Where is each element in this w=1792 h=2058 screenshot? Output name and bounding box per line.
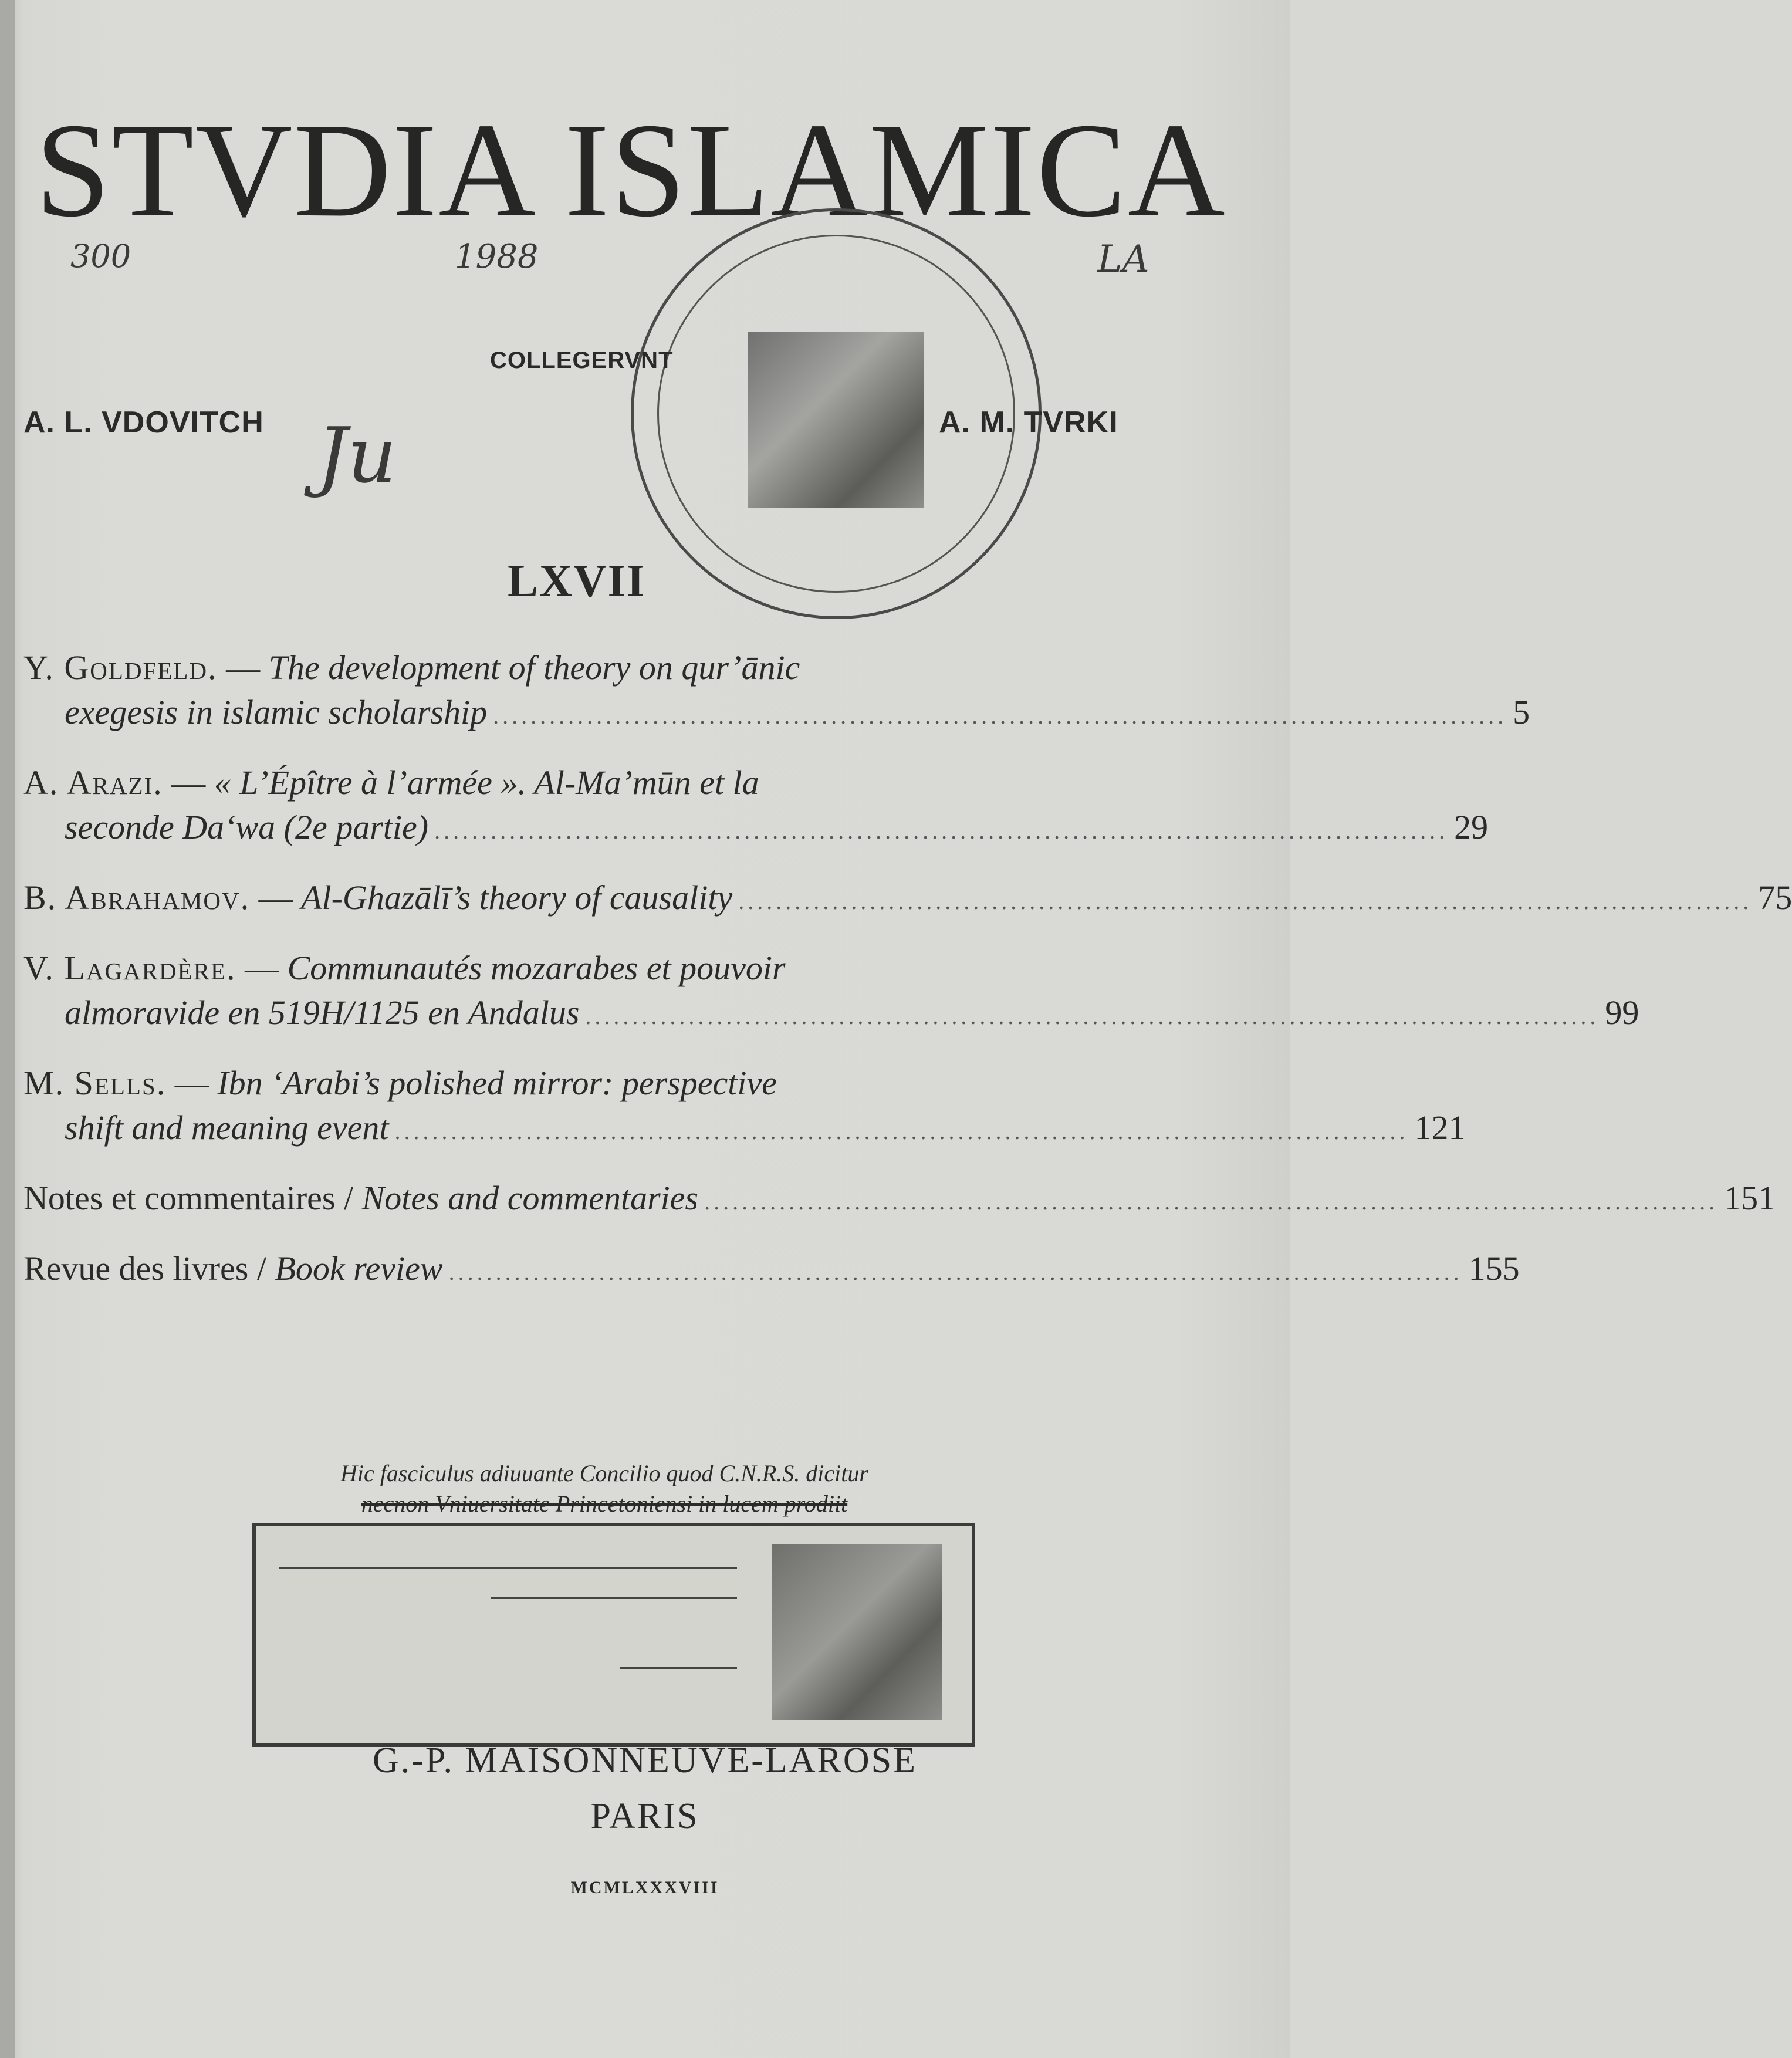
publisher-city: PARIS: [590, 1796, 699, 1836]
toc-page: 121: [1414, 1109, 1466, 1147]
toc-line: [23, 646, 1056, 690]
journal-title: STVDIA ISLAMICA: [35, 95, 1226, 245]
reviews-en: Book review: [275, 1249, 443, 1287]
toc-dash: —: [245, 949, 279, 987]
toc-line: [23, 1061, 1056, 1106]
toc-entry: [23, 1061, 1466, 1154]
leader-dots: ............................................................................................................: [394, 1118, 1409, 1144]
toc-title: The development of theory on qur’ānic: [268, 648, 800, 687]
toc-entry: [23, 761, 1489, 853]
stamp-text-line: [620, 1667, 737, 1669]
toc-title-cont: seconde Da‘wa (2e partie): [65, 808, 429, 846]
toc-dash: —: [258, 878, 293, 917]
stamp-emblem: [772, 1544, 942, 1720]
notes-sep: /: [344, 1179, 354, 1217]
toc-author: Y. Goldfeld.: [23, 648, 218, 687]
toc-title-cont: exegesis in islamic scholarship: [65, 693, 488, 731]
stamp-text-line: [279, 1567, 737, 1569]
toc-line: [23, 690, 1530, 738]
toc-page: 155: [1468, 1249, 1520, 1287]
table-of-contents: [23, 646, 1792, 1317]
toc-line: [23, 1246, 1520, 1295]
stamp-text-line: [491, 1597, 737, 1599]
reviews-fr: Revue des livres: [23, 1249, 249, 1287]
handwritten-initials: Ju: [317, 411, 397, 500]
toc-title: Al-Ghazālī’s theory of causality: [301, 878, 733, 917]
handwritten-number: 300: [70, 238, 131, 275]
editor-right: A. M. TVRKI: [939, 405, 1118, 440]
toc-line: [23, 805, 1489, 853]
toc-dash: —: [171, 763, 206, 802]
editor-left: A. L. VDOVITCH: [23, 405, 264, 440]
toc-author: B. Abrahamov.: [23, 878, 251, 917]
toc-author: V. Lagardère.: [23, 949, 236, 987]
toc-entry-reviews: [23, 1246, 1520, 1295]
library-registration-stamp: [252, 1523, 975, 1747]
toc-dash: —: [226, 648, 261, 687]
volume-number: LXVII: [508, 555, 646, 606]
collegervnt-label: COLLEGERVNT: [490, 347, 674, 373]
publication-year: MCMLXXXVIII: [570, 1878, 719, 1897]
toc-title-cont: shift and meaning event: [65, 1109, 389, 1147]
leader-dots: ............................................................................................................: [738, 888, 1753, 914]
toc-author: M. Sells.: [23, 1064, 167, 1102]
toc-entry-notes: [23, 1176, 1776, 1224]
toc-line: [23, 761, 1056, 805]
leader-dots: ............................................................................................................: [448, 1259, 1463, 1285]
notes-fr: Notes et commentaires: [23, 1179, 336, 1217]
funding-line: Hic fasciculus adiuuante Concilio quod C.N.R.S. dicitur: [340, 1460, 868, 1486]
leader-dots: ............................................................................................................: [704, 1188, 1719, 1215]
toc-line: [23, 946, 1056, 991]
toc-page: 29: [1454, 808, 1489, 846]
handwritten-code: LA: [1097, 238, 1149, 281]
toc-page: 75: [1758, 878, 1792, 917]
handwritten-year: 1988: [455, 238, 539, 276]
toc-line: [23, 1106, 1466, 1154]
toc-entry: [23, 646, 1530, 738]
toc-page: 151: [1724, 1179, 1776, 1217]
toc-page: 99: [1605, 993, 1639, 1032]
leader-dots: ............................................................................................................: [434, 817, 1449, 844]
toc-line: [23, 876, 1792, 924]
notes-en: Notes and commentaries: [361, 1179, 699, 1217]
toc-title: Ibn ‘Arabi’s polished mirror: perspective: [217, 1064, 777, 1102]
toc-title: « L’Épître à l’armée ». Al-Ma’mūn et la: [214, 763, 759, 802]
leader-dots: ............................................................................................................: [585, 1003, 1600, 1029]
toc-line: [23, 1176, 1776, 1224]
toc-title: Communautés mozarabes et pouvoir: [287, 949, 786, 987]
reviews-sep: /: [256, 1249, 266, 1287]
seal-emblem: [748, 332, 924, 508]
toc-title-cont: almoravide en 519H/1125 en Andalus: [65, 993, 580, 1032]
toc-entry: [23, 946, 1639, 1039]
toc-page: 5: [1513, 693, 1530, 731]
publisher-name: G.-P. MAISONNEUVE-LAROSE: [373, 1741, 917, 1780]
toc-author: A. Arazi.: [23, 763, 163, 802]
toc-line: [23, 991, 1639, 1039]
toc-dash: —: [174, 1064, 209, 1102]
funding-line: necnon Vniuersitate Princetoniensi in lucem prodiit: [361, 1491, 848, 1517]
leader-dots: ............................................................................................................: [493, 702, 1507, 729]
toc-entry: [23, 876, 1792, 924]
funding-note: [194, 1458, 1015, 1519]
